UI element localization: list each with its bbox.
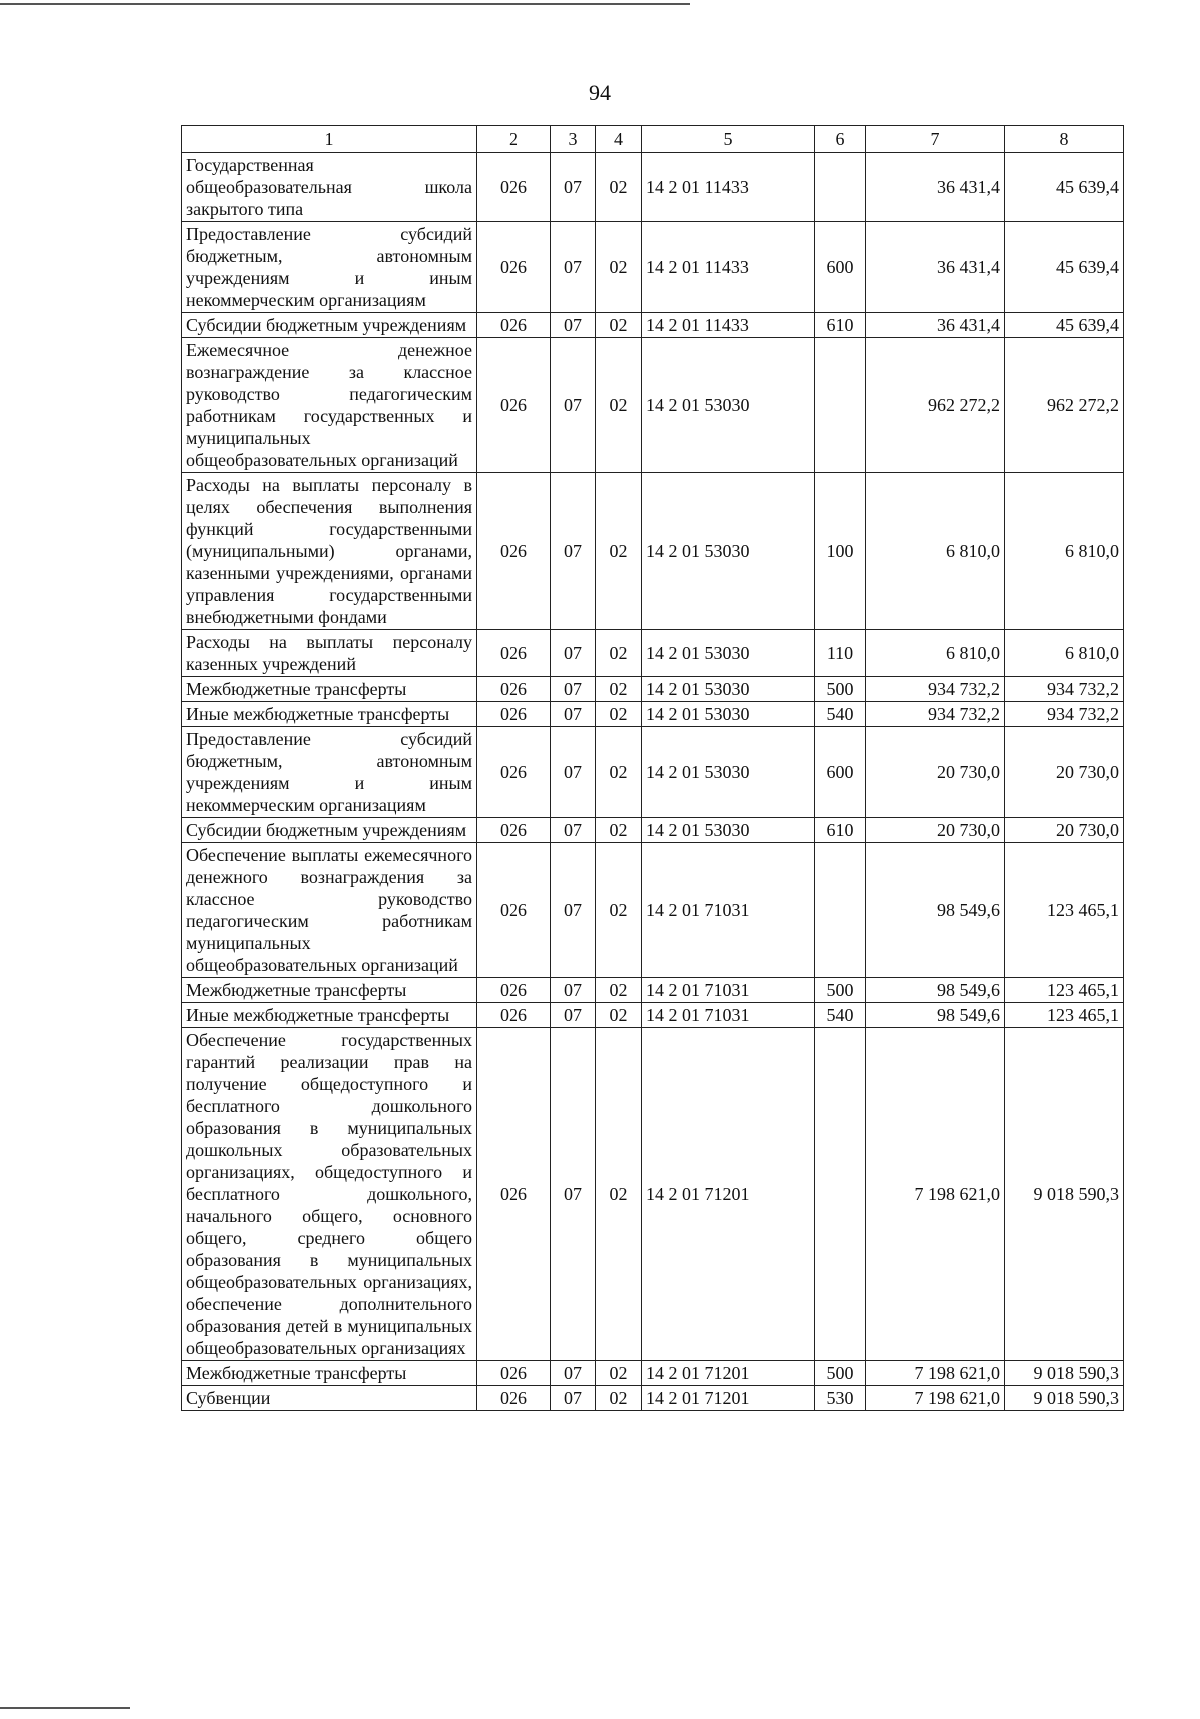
cell-amount-year2: 934 732,2 bbox=[1005, 677, 1124, 702]
cell-expense-type: 500 bbox=[815, 978, 866, 1003]
col-header-2: 2 bbox=[477, 126, 551, 153]
cell-amount-year2: 123 465,1 bbox=[1005, 843, 1124, 978]
cell-ministry-code: 026 bbox=[477, 677, 551, 702]
cell-target-article: 14 2 01 11433 bbox=[642, 153, 815, 222]
cell-amount-year2: 20 730,0 bbox=[1005, 727, 1124, 818]
table-row bbox=[182, 1028, 1124, 1361]
cell-amount-year2: 9 018 590,3 bbox=[1005, 1028, 1124, 1361]
cell-subsection: 02 bbox=[596, 818, 642, 843]
cell-expense-type bbox=[815, 1028, 866, 1361]
cell-section: 07 bbox=[551, 727, 596, 818]
cell-ministry-code: 026 bbox=[477, 630, 551, 677]
cell-amount-year2: 9 018 590,3 bbox=[1005, 1386, 1124, 1411]
cell-amount-year1: 962 272,2 bbox=[866, 338, 1005, 473]
cell-name: Иные межбюджетные трансферты bbox=[182, 702, 477, 727]
cell-subsection: 02 bbox=[596, 727, 642, 818]
cell-name: Предоставление субсидий бюджетным, автономным учреждениям и иным некоммерческим организациям bbox=[182, 727, 477, 818]
cell-target-article: 14 2 01 11433 bbox=[642, 222, 815, 313]
cell-expense-type: 610 bbox=[815, 313, 866, 338]
table-body bbox=[182, 153, 1124, 1411]
cell-amount-year1: 7 198 621,0 bbox=[866, 1386, 1005, 1411]
cell-section: 07 bbox=[551, 1386, 596, 1411]
cell-expense-type bbox=[815, 843, 866, 978]
table-row bbox=[182, 630, 1124, 677]
scan-edge-bottom bbox=[0, 1707, 130, 1709]
cell-amount-year1: 6 810,0 bbox=[866, 473, 1005, 630]
cell-amount-year2: 45 639,4 bbox=[1005, 313, 1124, 338]
cell-name: Иные межбюджетные трансферты bbox=[182, 1003, 477, 1028]
cell-ministry-code: 026 bbox=[477, 702, 551, 727]
cell-expense-type: 600 bbox=[815, 222, 866, 313]
cell-ministry-code: 026 bbox=[477, 727, 551, 818]
cell-expense-type: 540 bbox=[815, 702, 866, 727]
cell-subsection: 02 bbox=[596, 222, 642, 313]
cell-section: 07 bbox=[551, 313, 596, 338]
cell-ministry-code: 026 bbox=[477, 978, 551, 1003]
col-header-6: 6 bbox=[815, 126, 866, 153]
table-row bbox=[182, 843, 1124, 978]
cell-name: Расходы на выплаты персоналу в целях обеспечения выполнения функций государственными (муниципальными) органами, казенными учреждениями, органами управления государственными внебюджетными фондами bbox=[182, 473, 477, 630]
cell-expense-type: 100 bbox=[815, 473, 866, 630]
cell-ministry-code: 026 bbox=[477, 1003, 551, 1028]
table-row bbox=[182, 153, 1124, 222]
cell-amount-year1: 6 810,0 bbox=[866, 630, 1005, 677]
cell-target-article: 14 2 01 53030 bbox=[642, 338, 815, 473]
cell-amount-year1: 36 431,4 bbox=[866, 153, 1005, 222]
cell-subsection: 02 bbox=[596, 702, 642, 727]
table-row bbox=[182, 702, 1124, 727]
cell-amount-year2: 123 465,1 bbox=[1005, 1003, 1124, 1028]
cell-amount-year2: 6 810,0 bbox=[1005, 473, 1124, 630]
cell-expense-type: 530 bbox=[815, 1386, 866, 1411]
table-row bbox=[182, 677, 1124, 702]
table-row bbox=[182, 1386, 1124, 1411]
cell-amount-year2: 934 732,2 bbox=[1005, 702, 1124, 727]
cell-ministry-code: 026 bbox=[477, 222, 551, 313]
cell-section: 07 bbox=[551, 978, 596, 1003]
table-row bbox=[182, 222, 1124, 313]
cell-target-article: 14 2 01 53030 bbox=[642, 702, 815, 727]
cell-amount-year1: 98 549,6 bbox=[866, 843, 1005, 978]
cell-name: Обеспечение государственных гарантий реализации прав на получение общедоступного и бесплатного дошкольного образования в муниципальных дошкольных образовательных организациях, общедоступного и бесплатного дошкольного, начального общего, основного общего, среднего общего образования в муниципальных общеобразовательных организациях, обеспечение дополнительного образования детей в муниципальных общеобразовательных организациях bbox=[182, 1028, 477, 1361]
cell-amount-year1: 36 431,4 bbox=[866, 313, 1005, 338]
cell-section: 07 bbox=[551, 222, 596, 313]
cell-section: 07 bbox=[551, 702, 596, 727]
cell-target-article: 14 2 01 71201 bbox=[642, 1028, 815, 1361]
cell-subsection: 02 bbox=[596, 473, 642, 630]
budget-table bbox=[181, 125, 1124, 1411]
cell-target-article: 14 2 01 53030 bbox=[642, 727, 815, 818]
cell-ministry-code: 026 bbox=[477, 153, 551, 222]
cell-subsection: 02 bbox=[596, 630, 642, 677]
cell-amount-year1: 934 732,2 bbox=[866, 702, 1005, 727]
cell-section: 07 bbox=[551, 338, 596, 473]
table-header bbox=[182, 126, 1124, 153]
cell-ministry-code: 026 bbox=[477, 1028, 551, 1361]
cell-expense-type bbox=[815, 153, 866, 222]
table-row bbox=[182, 1003, 1124, 1028]
table-row bbox=[182, 818, 1124, 843]
cell-amount-year1: 36 431,4 bbox=[866, 222, 1005, 313]
cell-target-article: 14 2 01 11433 bbox=[642, 313, 815, 338]
cell-target-article: 14 2 01 53030 bbox=[642, 677, 815, 702]
cell-amount-year2: 6 810,0 bbox=[1005, 630, 1124, 677]
cell-ministry-code: 026 bbox=[477, 818, 551, 843]
cell-name: Ежемесячное денежное вознаграждение за классное руководство педагогическим работникам государственных и муниципальных общеобразовательных организаций bbox=[182, 338, 477, 473]
cell-target-article: 14 2 01 71201 bbox=[642, 1386, 815, 1411]
cell-amount-year2: 45 639,4 bbox=[1005, 222, 1124, 313]
cell-expense-type: 540 bbox=[815, 1003, 866, 1028]
cell-name: Субсидии бюджетным учреждениям bbox=[182, 818, 477, 843]
table-row bbox=[182, 978, 1124, 1003]
table-row bbox=[182, 727, 1124, 818]
cell-subsection: 02 bbox=[596, 153, 642, 222]
cell-expense-type bbox=[815, 338, 866, 473]
cell-amount-year1: 20 730,0 bbox=[866, 818, 1005, 843]
cell-name: Субвенции bbox=[182, 1386, 477, 1411]
cell-section: 07 bbox=[551, 1361, 596, 1386]
col-header-8: 8 bbox=[1005, 126, 1124, 153]
cell-section: 07 bbox=[551, 630, 596, 677]
cell-subsection: 02 bbox=[596, 1361, 642, 1386]
table-row bbox=[182, 473, 1124, 630]
cell-name: Предоставление субсидий бюджетным, автономным учреждениям и иным некоммерческим организациям bbox=[182, 222, 477, 313]
cell-target-article: 14 2 01 71031 bbox=[642, 843, 815, 978]
cell-subsection: 02 bbox=[596, 843, 642, 978]
cell-name: Субсидии бюджетным учреждениям bbox=[182, 313, 477, 338]
cell-subsection: 02 bbox=[596, 1028, 642, 1361]
cell-section: 07 bbox=[551, 677, 596, 702]
cell-section: 07 bbox=[551, 1003, 596, 1028]
cell-subsection: 02 bbox=[596, 313, 642, 338]
cell-target-article: 14 2 01 53030 bbox=[642, 630, 815, 677]
cell-section: 07 bbox=[551, 818, 596, 843]
table-row bbox=[182, 1361, 1124, 1386]
cell-subsection: 02 bbox=[596, 1386, 642, 1411]
cell-expense-type: 110 bbox=[815, 630, 866, 677]
cell-target-article: 14 2 01 53030 bbox=[642, 473, 815, 630]
cell-ministry-code: 026 bbox=[477, 313, 551, 338]
cell-name: Расходы на выплаты персоналу казенных учреждений bbox=[182, 630, 477, 677]
cell-name: Межбюджетные трансферты bbox=[182, 1361, 477, 1386]
cell-amount-year2: 9 018 590,3 bbox=[1005, 1361, 1124, 1386]
cell-expense-type: 610 bbox=[815, 818, 866, 843]
cell-amount-year2: 962 272,2 bbox=[1005, 338, 1124, 473]
cell-target-article: 14 2 01 71031 bbox=[642, 1003, 815, 1028]
cell-subsection: 02 bbox=[596, 978, 642, 1003]
cell-amount-year1: 98 549,6 bbox=[866, 978, 1005, 1003]
cell-name: Государственная общеобразовательная школа закрытого типа bbox=[182, 153, 477, 222]
cell-subsection: 02 bbox=[596, 677, 642, 702]
cell-expense-type: 600 bbox=[815, 727, 866, 818]
cell-amount-year2: 20 730,0 bbox=[1005, 818, 1124, 843]
col-header-4: 4 bbox=[596, 126, 642, 153]
cell-subsection: 02 bbox=[596, 1003, 642, 1028]
cell-amount-year1: 934 732,2 bbox=[866, 677, 1005, 702]
cell-section: 07 bbox=[551, 153, 596, 222]
cell-amount-year1: 7 198 621,0 bbox=[866, 1361, 1005, 1386]
cell-ministry-code: 026 bbox=[477, 473, 551, 630]
cell-ministry-code: 026 bbox=[477, 1386, 551, 1411]
scan-edge-top bbox=[0, 3, 690, 5]
cell-name: Межбюджетные трансферты bbox=[182, 978, 477, 1003]
cell-subsection: 02 bbox=[596, 338, 642, 473]
cell-amount-year1: 7 198 621,0 bbox=[866, 1028, 1005, 1361]
page-number: 94 bbox=[589, 80, 611, 105]
cell-section: 07 bbox=[551, 843, 596, 978]
cell-target-article: 14 2 01 71201 bbox=[642, 1361, 815, 1386]
cell-amount-year2: 123 465,1 bbox=[1005, 978, 1124, 1003]
cell-ministry-code: 026 bbox=[477, 843, 551, 978]
cell-target-article: 14 2 01 53030 bbox=[642, 818, 815, 843]
col-header-1: 1 bbox=[182, 126, 477, 153]
cell-amount-year2: 45 639,4 bbox=[1005, 153, 1124, 222]
cell-target-article: 14 2 01 71031 bbox=[642, 978, 815, 1003]
cell-amount-year1: 98 549,6 bbox=[866, 1003, 1005, 1028]
cell-expense-type: 500 bbox=[815, 1361, 866, 1386]
cell-amount-year1: 20 730,0 bbox=[866, 727, 1005, 818]
table-row bbox=[182, 313, 1124, 338]
cell-ministry-code: 026 bbox=[477, 1361, 551, 1386]
cell-section: 07 bbox=[551, 473, 596, 630]
cell-section: 07 bbox=[551, 1028, 596, 1361]
cell-name: Межбюджетные трансферты bbox=[182, 677, 477, 702]
col-header-5: 5 bbox=[642, 126, 815, 153]
cell-expense-type: 500 bbox=[815, 677, 866, 702]
cell-name: Обеспечение выплаты ежемесячного денежного вознаграждения за классное руководство педагогическим работникам муниципальных общеобразовательных организаций bbox=[182, 843, 477, 978]
col-header-3: 3 bbox=[551, 126, 596, 153]
table-row bbox=[182, 338, 1124, 473]
col-header-7: 7 bbox=[866, 126, 1005, 153]
cell-ministry-code: 026 bbox=[477, 338, 551, 473]
header-row bbox=[182, 126, 1124, 153]
